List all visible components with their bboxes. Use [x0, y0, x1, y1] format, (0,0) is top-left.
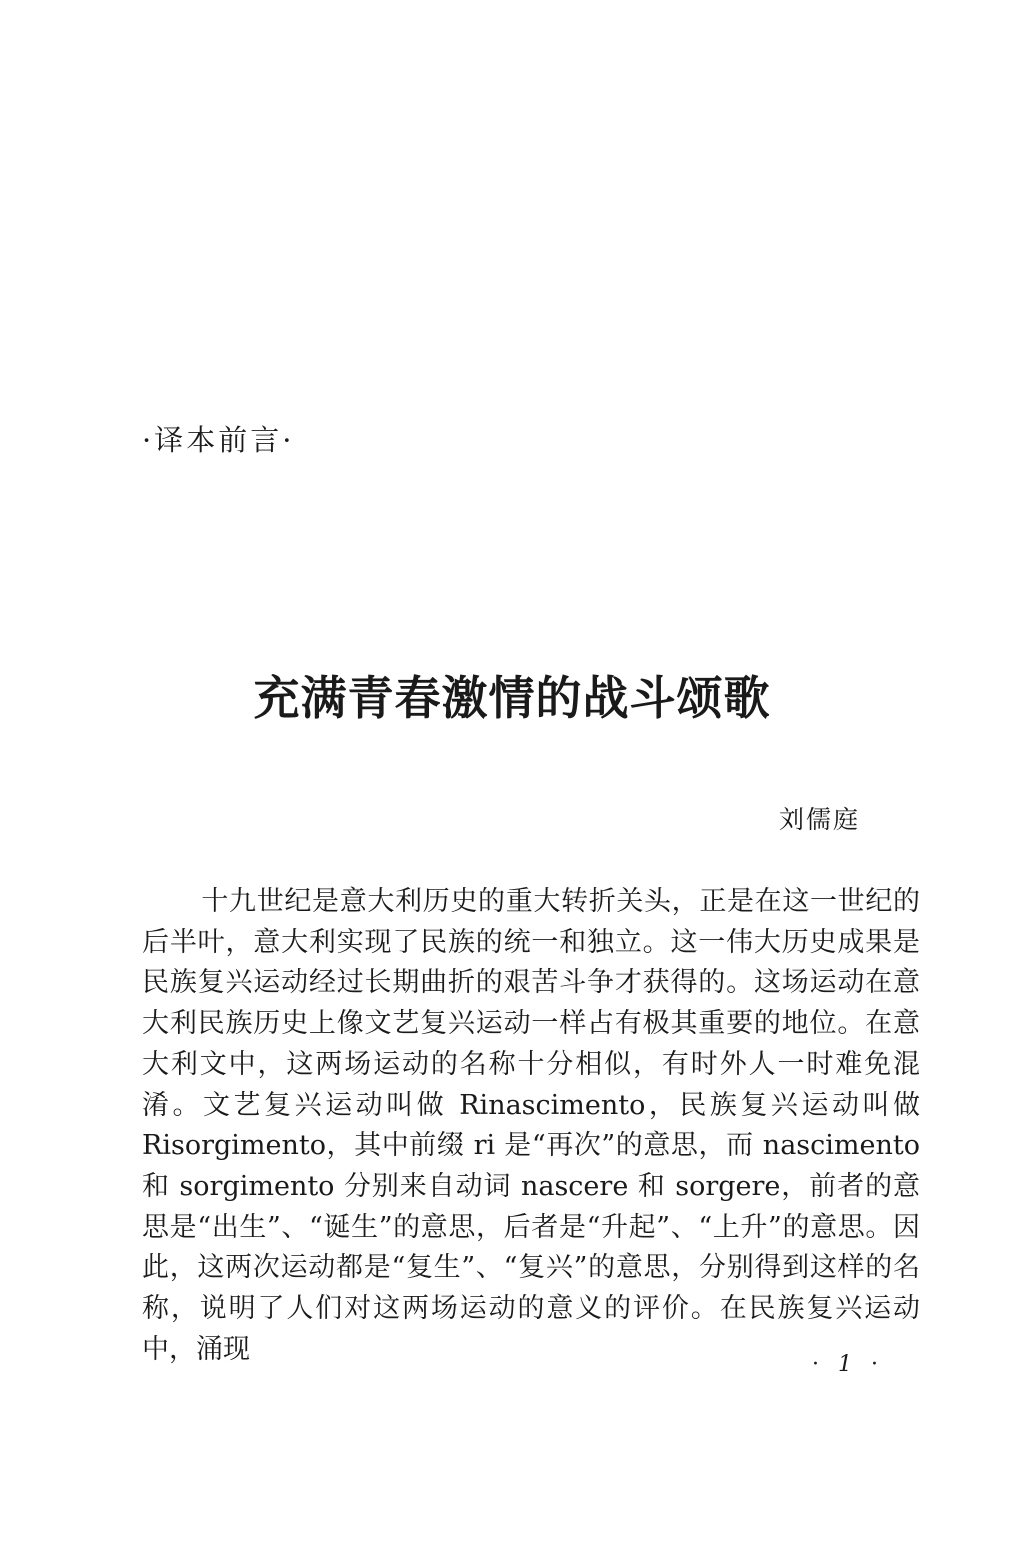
section-label: ·译本前言· — [142, 423, 295, 457]
page-number — [812, 1352, 884, 1377]
page-number-suffix: · — [871, 1352, 884, 1377]
body-paragraph: 十九世纪是意大利历史的重大转折关头，正是在这一世纪的后半叶，意大利实现了民族的统一和独立。这一伟大历史成果是民族复兴运动经过长期曲折的艰苦斗争才获得的。这场运动在意大利民族历史上像文艺复兴运动一样占有极其重要的地位。在意大利文中，这两场运动的名称十分相似，有时外人一时难免混淆。文艺复兴运动叫做 Rinascimento，民族复兴运动叫做 Risorgimento，其中前缀 ri 是“再次”的意思，而 nascimento 和 sorgimento 分别来自动词 nascere 和 sorgere，前者的意思是“出生”、“诞生”的意思，后者是“升起”、“上升”的意思。因此，这两次运动都是“复生”、“复兴”的意思，分别得到这样的名称，说明了人们对这两场运动的意义的评价。在民族复兴运动中，涌现 — [142, 886, 920, 1365]
page-number-value: 1 — [838, 1352, 858, 1377]
author-name: 刘儒庭 — [778, 805, 860, 834]
chapter-title: 充满青春激情的战斗颂歌 — [253, 671, 771, 725]
page-number-prefix: · — [812, 1352, 825, 1377]
